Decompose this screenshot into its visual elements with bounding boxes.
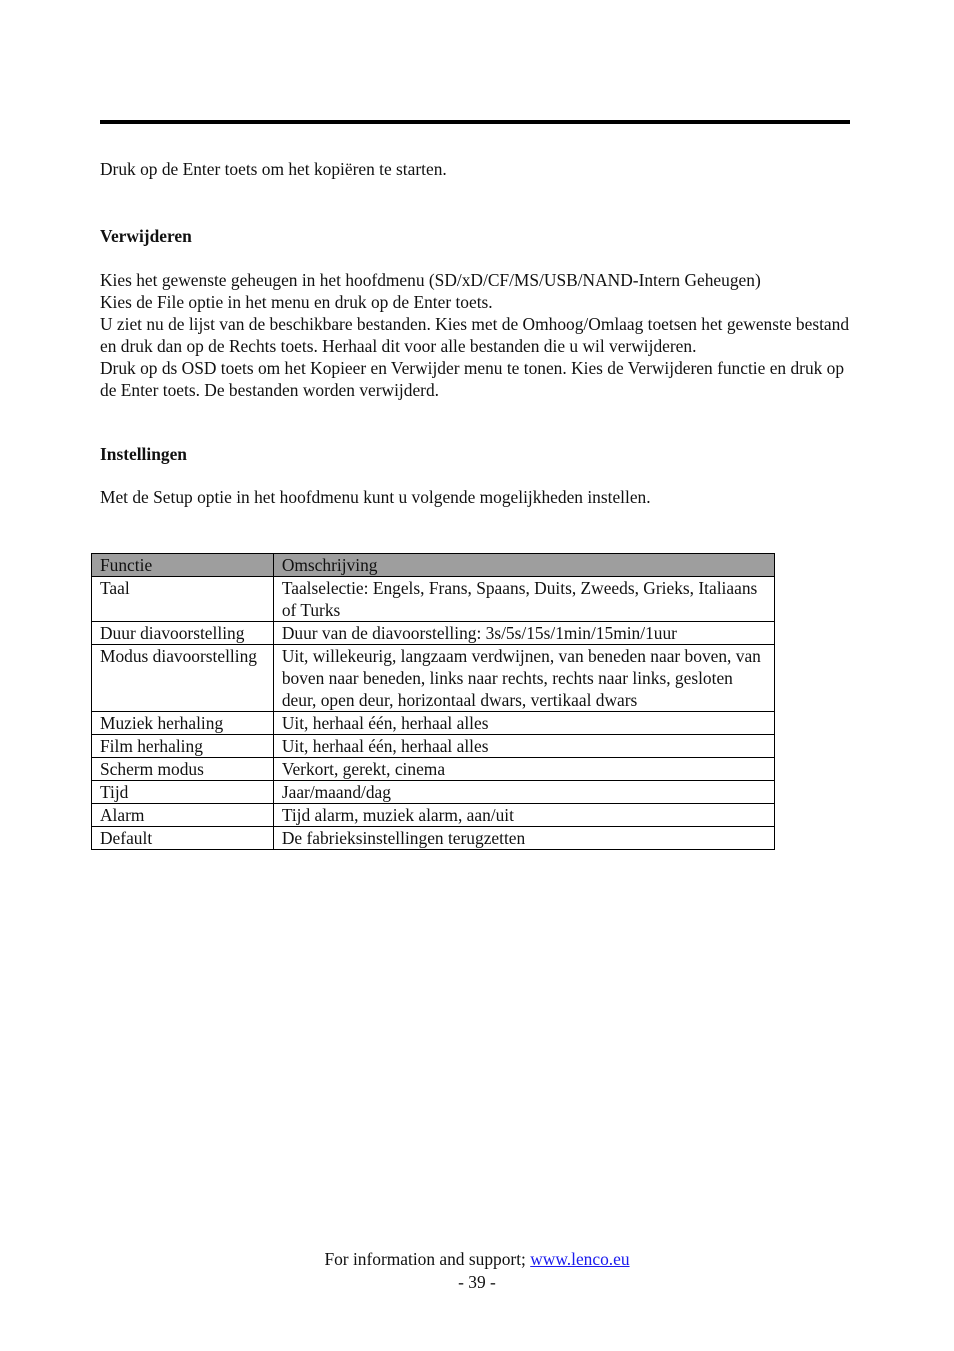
cell-functie: Alarm (92, 804, 274, 827)
cell-omschrijving: Taalselectie: Engels, Frans, Spaans, Duits, Zweeds, Grieks, Italiaans of Turks (273, 577, 774, 622)
cell-functie: Tijd (92, 781, 274, 804)
support-link[interactable]: www.lenco.eu (530, 1249, 630, 1269)
cell-functie: Scherm modus (92, 758, 274, 781)
cell-functie: Taal (92, 577, 274, 622)
verwijderen-line-3: U ziet nu de lijst van de beschikbare bestanden. Kies met de Omhoog/Omlaag toetsen het gewenste bestand en druk dan op de Rechts toets. Herhaal dit voor alle bestanden die u wil verwijderen. (100, 314, 850, 356)
verwijderen-line-4: Druk op ds OSD toets om het Kopieer en Verwijder menu te tonen. Kies de Verwijderen functie en druk op de Enter toets. De bestanden worden verwijderd. (100, 358, 845, 400)
cell-omschrijving: Uit, herhaal één, herhaal alles (273, 712, 774, 735)
page-number: - 39 - (458, 1272, 496, 1292)
cell-omschrijving: Duur van de diavoorstelling: 3s/5s/15s/1min/15min/1uur (273, 622, 774, 645)
table-row (92, 758, 775, 781)
cell-functie: Muziek herhaling (92, 712, 274, 735)
cell-functie: Modus diavoorstelling (92, 645, 274, 712)
cell-omschrijving: De fabrieksinstellingen terugzetten (273, 827, 774, 850)
table-row (92, 622, 775, 645)
column-header-functie: Functie (92, 554, 274, 577)
verwijderen-line-2: Kies de File optie in het menu en druk op de Enter toets. (100, 292, 493, 312)
support-line (0, 1248, 954, 1271)
table-row (92, 735, 775, 758)
page-footer (0, 1248, 954, 1294)
heading-instellingen: Instellingen (100, 444, 187, 464)
cell-omschrijving: Uit, willekeurig, langzaam verdwijnen, van beneden naar boven, van boven naar beneden, links naar rechts, rechts naar links, gesloten deur, open deur, horizontaal dwars, vertikaal dwars (273, 645, 774, 712)
table-row (92, 645, 775, 712)
support-text: For information and support; (324, 1249, 526, 1269)
cell-omschrijving: Jaar/maand/dag (273, 781, 774, 804)
cell-omschrijving: Verkort, gerekt, cinema (273, 758, 774, 781)
intro-paragraph: Druk op de Enter toets om het kopiëren te starten. (100, 159, 447, 179)
verwijderen-body (100, 269, 852, 401)
table-row (92, 827, 775, 850)
instellingen-body: Met de Setup optie in het hoofdmenu kunt u volgende mogelijkheden instellen. (100, 487, 651, 507)
column-header-omschrijving: Omschrijving (273, 554, 774, 577)
cell-omschrijving: Uit, herhaal één, herhaal alles (273, 735, 774, 758)
cell-functie: Default (92, 827, 274, 850)
settings-table (91, 553, 775, 850)
heading-verwijderen: Verwijderen (100, 226, 192, 246)
table-row (92, 712, 775, 735)
header-rule (100, 120, 850, 124)
cell-functie: Duur diavoorstelling (92, 622, 274, 645)
table-header-row (92, 554, 775, 577)
table-row (92, 804, 775, 827)
verwijderen-line-1: Kies het gewenste geheugen in het hoofdmenu (SD/xD/CF/MS/USB/NAND-Intern Geheugen) (100, 270, 761, 290)
table-row (92, 781, 775, 804)
cell-functie: Film herhaling (92, 735, 274, 758)
table-row (92, 577, 775, 622)
cell-omschrijving: Tijd alarm, muziek alarm, aan/uit (273, 804, 774, 827)
